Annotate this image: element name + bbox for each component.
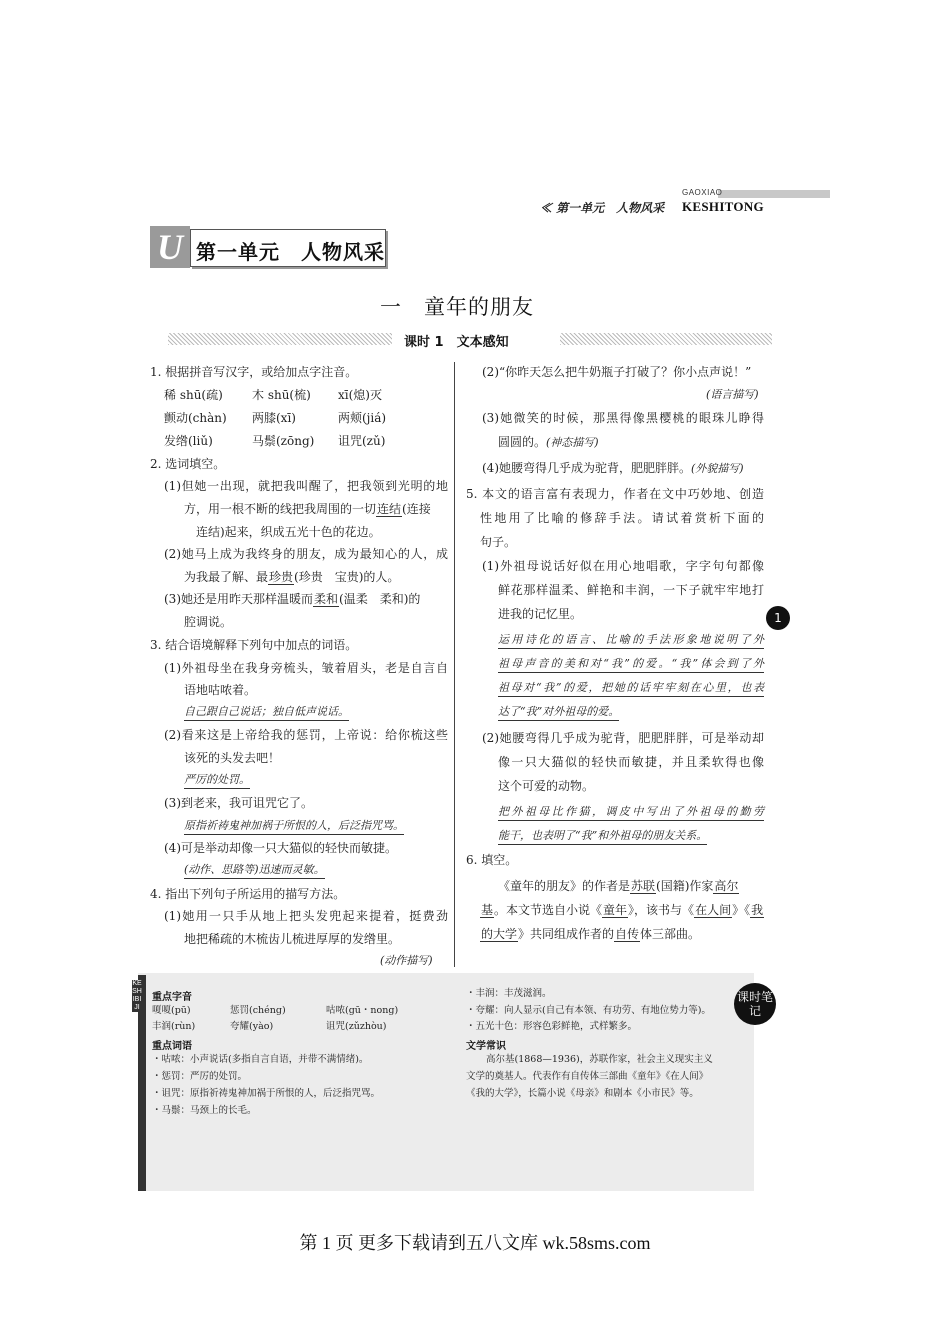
notes-zi-item: 丰润(rùn) — [152, 1021, 196, 1032]
answer-blank: 基 — [481, 903, 494, 917]
page-number-badge: 1 — [766, 606, 790, 630]
q6-prompt: 6. 填空。 — [466, 853, 518, 867]
notes-word-item: ・惩罚：严厉的处罚。 — [152, 1071, 248, 1082]
notes-zi-item: 惩罚(chéng) — [230, 1005, 286, 1016]
notes-zi-item: 咕哝(gū・nong) — [326, 1005, 399, 1016]
q5-1-line: 进我的记忆里。 — [498, 607, 583, 621]
q1-item: 发绺(liǔ) — [164, 434, 213, 448]
q2-prompt: 2. 选词填空。 — [150, 457, 226, 471]
notes-vertical-label: KESHIBIJI — [132, 980, 142, 1011]
q3-3-answer: 原指祈祷鬼神加祸于所恨的人，后泛指咒骂。 — [184, 818, 404, 835]
session-title: 课时 1 文本感知 — [404, 335, 509, 350]
q4-3-line: 圆圆的。(神态描写) — [498, 435, 599, 449]
notes-literature-line: 《我的大学》，长篇小说《母亲》和剧本《小市民》等。 — [466, 1088, 699, 1099]
answer-blank: 连结 — [377, 502, 402, 516]
header-bar — [718, 190, 830, 198]
q4-1-answer: (动作描写) — [380, 954, 433, 967]
q5-2-line: 像一只大猫似的轻快而敏捷，并且柔软得也像 — [498, 755, 764, 769]
q2-1-line: 方，用一根不断的线把我周围的一切连结(连接 — [184, 502, 431, 516]
q2-3-line: 腔调说。 — [184, 615, 233, 629]
q1-item: xī(熄)灭 — [338, 388, 382, 402]
q1-item: 两膝(xī) — [252, 411, 296, 425]
q5-1-answer: 达了“我”对外祖母的爱。 — [498, 704, 619, 721]
notes-word-item: ・咕哝：小声说话(多指自言自语，并带不满情绪)。 — [152, 1054, 369, 1065]
notes-literature-line: 文学的奠基人。代表作有自传体三部曲《童年》《在人间》 — [466, 1071, 709, 1082]
q5-2-answer: 能干，也表明了“我”和外祖母的朋友关系。 — [498, 828, 707, 845]
hatch-divider-right — [560, 333, 772, 345]
q5-prompt: 5. 本文的语言富有表现力，作者在文中巧妙地、创造 — [466, 487, 764, 501]
answer-blank: 苏联 — [631, 879, 656, 893]
notes-literature-line: 高尔基(1868—1936)，苏联作家，社会主义现实主义 — [486, 1054, 713, 1065]
q5-2-line: (2)她腰弯得几乎成为驼背，肥肥胖胖，可是举动却 — [482, 731, 764, 745]
answer-blank: 童年 — [603, 903, 628, 917]
q1-item: 诅咒(zǔ) — [338, 434, 386, 448]
q5-1-line: (1)外祖母说话好似在用心地唱歌，字字句句都像 — [482, 559, 764, 573]
q4-3-answer: (神态描写) — [546, 436, 599, 449]
q4-2-line: (2)“你昨天怎么把牛奶瓶子打破了？你小点声说！” — [482, 365, 752, 379]
q3-3-line: (3)到老来，我可诅咒它了。 — [164, 796, 313, 810]
footer-text: 第 1 页 更多下载请到五八文库 wk.58sms.com — [299, 1233, 651, 1253]
q3-1-answer: 自己跟自己说话；独自低声说话。 — [184, 704, 349, 721]
q2-1-line: (1)但她一出现，就把我叫醒了，把我领到光明的地 — [164, 479, 448, 493]
q4-prompt: 4. 指出下列句子所运用的描写方法。 — [150, 887, 346, 901]
q4-1-line: (1)她用一只手从地上把头发兜起来提着，挺费劲 — [164, 909, 448, 923]
notes-word-item: ・马鬃：马颈上的长毛。 — [152, 1105, 257, 1116]
q1-item: 颤动(chàn) — [164, 411, 227, 425]
q1-item: 木 shū(梳) — [252, 388, 311, 402]
notes-zi-item: 嗄嗄(pū) — [152, 1005, 191, 1016]
notes-heading-words: 重点词语 — [152, 1041, 192, 1052]
q5-1-line: 鲜花那样温柔、鲜艳和丰润，一下子就牢牢地打 — [498, 583, 764, 597]
brand-small: GAOXIAO — [682, 188, 723, 197]
q4-3-line: (3)她微笑的时候，那黑得像黑樱桃的眼珠儿睁得 — [482, 411, 764, 425]
q5-2-line: 这个可爱的动物。 — [498, 779, 595, 793]
q2-2-line: 为我最了解、最珍贵(珍贵 宝贵)的人。 — [184, 570, 400, 584]
q3-2-line: 该死的头发去吧！ — [184, 751, 281, 765]
lesson-title: 一 童年的朋友 — [380, 295, 534, 319]
answer-blank: 柔和 — [314, 592, 339, 606]
q1-item: 稀 shū(疏) — [164, 388, 223, 402]
q1-prompt: 1. 根据拼音写汉字，或给加点字注音。 — [150, 365, 358, 379]
notes-word-item: ・丰润：丰茂滋润。 — [466, 988, 552, 999]
q1-item: 两颊(jiá) — [338, 411, 387, 425]
unit-title: 第一单元 人物风采 — [196, 240, 385, 264]
answer-blank: 自传 — [615, 927, 640, 941]
column-divider — [454, 362, 455, 967]
notes-badge: 课时笔记 — [734, 983, 776, 1025]
answer-blank: 我 — [751, 903, 764, 917]
q6-line: 的大学》共同组成作者的自传体三部曲。 — [481, 927, 701, 941]
notes-zi-item: 诅咒(zǔzhòu) — [326, 1021, 387, 1032]
q1-item: 马鬃(zōng) — [252, 434, 315, 448]
notes-zi-item: 夸耀(yào) — [230, 1021, 274, 1032]
q5-1-answer: 祖母声音的美和对“我”的爱。“我”体会到了外 — [498, 656, 764, 673]
q3-2-line: (2)看来这是上帝给我的惩罚，上帝说：给你梳这些 — [164, 728, 448, 742]
q2-1-line: 连结)起来，织成五光十色的花边。 — [196, 525, 381, 539]
answer-blank: 在人间 — [695, 903, 732, 917]
notes-word-item: ・五光十色：形容色彩鲜艳，式样繁多。 — [466, 1021, 638, 1032]
q3-4-answer: (动作、思路等)迅速而灵敏。 — [184, 862, 325, 879]
q4-1-line: 地把稀疏的木梳齿儿梳进厚厚的发绺里。 — [184, 932, 401, 946]
q4-4-answer: (外貌描写) — [691, 462, 744, 475]
q5-1-answer: 祖母对“我”的爱，把她的话牢牢刻在心里，也表 — [498, 680, 764, 697]
notes-word-item: ・夸耀：向人显示(自己有本领、有功劳、有地位势力等)。 — [466, 1005, 711, 1016]
header-unit-label: ≪ 第一单元 人物风采 — [540, 201, 665, 215]
q4-2-answer: (语言描写) — [706, 388, 759, 401]
q5-prompt: 句子。 — [480, 535, 517, 549]
hatch-divider-left — [168, 333, 392, 345]
answer-blank: 高尔 — [714, 879, 739, 893]
q2-3-line: (3)她还是用昨天那样温暖而柔和(温柔 柔和)的 — [164, 592, 421, 606]
q3-1-line: (1)外祖母坐在我身旁梳头，皱着眉头，老是自言自 — [164, 661, 448, 675]
q2-2-line: (2)她马上成为我终身的朋友，成为最知心的人，成 — [164, 547, 448, 561]
notes-heading-pronunciation: 重点字音 — [152, 992, 192, 1003]
q3-2-answer: 严厉的处罚。 — [184, 772, 250, 789]
q5-2-answer: 把外祖母比作猫，调皮中写出了外祖母的勤劳 — [498, 804, 764, 821]
q3-prompt: 3. 结合语境解释下列句中加点的词语。 — [150, 638, 358, 652]
q6-line: 《童年的朋友》的作者是苏联(国籍)作家高尔 — [498, 879, 739, 893]
notes-word-item: ・诅咒：原指祈祷鬼神加祸于所恨的人，后泛指咒骂。 — [152, 1088, 381, 1099]
answer-blank: 珍贵 — [269, 570, 294, 584]
q4-4-line: (4)她腰弯得几乎成为驼背，肥肥胖胖。(外貌描写) — [482, 461, 744, 475]
q5-prompt: 性地用了比喻的修辞手法。请试着赏析下面的 — [480, 511, 764, 525]
q5-1-answer: 运用诗化的语言、比喻的手法形象地说明了外 — [498, 632, 764, 649]
q3-1-line: 语地咕哝着。 — [184, 683, 257, 697]
unit-badge: U — [150, 226, 190, 268]
brand: KESHITONG — [682, 199, 764, 214]
answer-blank: 的大学 — [481, 927, 518, 941]
q3-4-line: (4)可是举动却像一只大猫似的轻快而敏捷。 — [164, 841, 397, 855]
notes-heading-literature: 文学常识 — [466, 1041, 506, 1052]
q6-line: 基。本文节选自小说《童年》，该书与《在人间》《我 — [481, 903, 764, 917]
